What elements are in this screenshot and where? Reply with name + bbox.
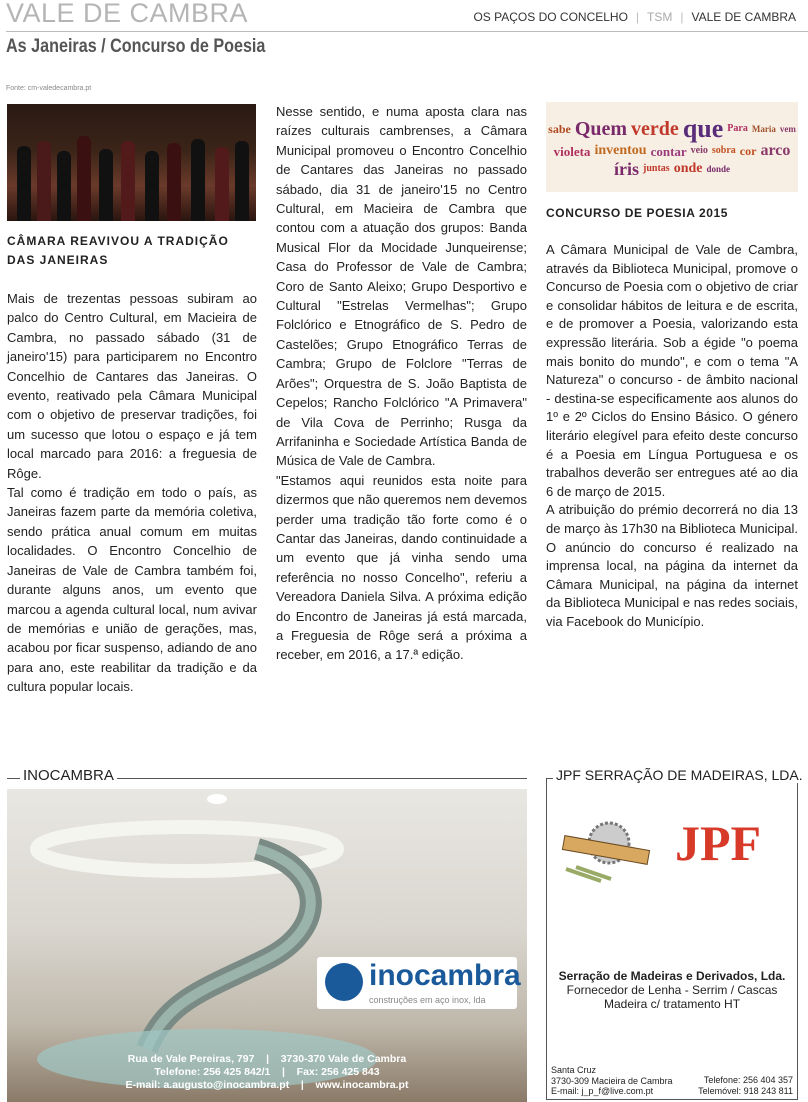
word-cloud-image: sabe Quem verde que Para Maria vem violeta inventou contar veio sobra cor arco íris juntas onde donde [546,102,798,192]
section-nav: OS PAÇOS DO CONCELHO | TSM | VALE DE CAMBRA [473,10,796,24]
inocambra-ad[interactable] [7,789,527,1102]
article1-p3: Nesse sentido, e numa aposta clara nas raízes culturais cambrenses, a Câmara Municipal promoveu o Encontro Concelhio de Cantares das Janeiras no passado sábado, dia 31 de janeiro'15 no Centro Cultural, em Macieira de Cambra que contou com a atuação dos grupos: Banda Musical Flor da Mocidade Junqueirense; Casa do Professor de Vale de Cambra; Coro de Santo Aleixo; Grupo Desportivo e Cultural "Estrelas Vermelhas"; Grupo Folclórico e Etnográfico de S. Pedro de Castelões; Grupo Etnográfico Terras de Cambra; Grupo de Folclore "Terras de Arões"; Orquestra de S. João Baptista de Cepelos; Rancho Folclórico "A Primavera" de Vila Cova de Perrinho; Rusga da Arrifaninha e Sociedade Artística Banda de Música de Vale de Cambra. [276,104,527,469]
inocambra-ad-title: INOCAMBRA [20,767,117,784]
janeiras-photo [7,104,256,221]
page-title: As Janeiras / Concurso de Poesia [6,36,266,57]
article2-heading: CONCURSO DE POESIA 2015 [546,206,729,220]
inocambra-contact: Rua de Vale Pereiras, 797 | 3730-370 Vale de Cambra Telefone: 256 425 842/1 | Fax: 256 425 843 E-mail: a.augusto@inocambra.pt | www.inocambra.pt [125,1053,409,1091]
nav-vale[interactable]: VALE DE CAMBRA [691,10,796,24]
article1-p1: Mais de trezentas pessoas subiram ao palco do Centro Cultural, em Macieira de Cambra, no passado sábado (31 de janeiro'15) para participarem no Encontro Concelhio de Cantares das Janeiras. O evento, reativado pela Câmara Municipal com o objetivo de preservar tradições, foi um sucesso que lotou o espaço e já tem local marcado para 2016: a freguesia de Rôge. [7,291,257,481]
jpf-logo: JPF [675,815,762,871]
jpf-mobile: Telemóvel: 918 243 811 [698,1085,793,1096]
jpf-email[interactable]: E-mail: j_p_f@live.com.pt [551,1086,654,1096]
jpf-addr2: 3730-309 Macieira de Cambra [551,1075,673,1086]
jpf-phone: Telefone: 256 404 357 [703,1075,793,1085]
jpf-tagline2: Fornecedor de Lenha - Serrim / Cascas [566,983,778,997]
article1-p2: Tal como é tradição em todo o país, as Janeiras fazem parte da memória coletiva, sendo prática anual comum em muitas localidades. O Encontro Concelhio de Janeiras de Vale de Cambra também foi, durante alguns anos, um evento que marcou a agenda cultural local, num avivar de memórias e união de gerações, mas, acabou por ficar suspenso, adiando de ano para ano, este reabilitar da tradição e da cultura popular locais. [7,485,257,695]
source-credit: Fonte: cm-valedecambra.pt [6,85,92,92]
jpf-tagline-bold: Serração de Madeiras e Derivados, Lda. [558,969,786,983]
article1-col1 [7,232,257,697]
saw-icon [561,819,651,884]
nav-tsm[interactable]: TSM [647,10,673,24]
section-title: VALE DE CAMBRA [6,0,249,28]
nav-pacos[interactable]: OS PAÇOS DO CONCELHO [473,10,628,24]
article2-p1: A Câmara Municipal de Vale de Cambra, através da Biblioteca Municipal, promove o Concurso de Poesia com o objetivo de criar e consolidar hábitos de leitura e de escrita, e de promover a Poesia, valorizando esta expressão literária. Sob a égide "o poema mais bonito do mundo", e com o tema "A Natureza" o concurso - de âmbito nacional - destina-se especificamente aos alunos do 1º e 2º Ciclos do Ensino Básico. O género literário elegível para efeito deste concurso é a Poesia em Língua Portuguesa e os trabalhos deverão ser entregues até ao dia 6 de março de 2015. [546,242,798,499]
jpf-tagline3: Madeira c/ tratamento HT [603,997,741,1011]
jpf-ad-title: JPF SERRAÇÃO DE MADEIRAS, LDA. [553,767,806,783]
header-rule [6,31,808,32]
jpf-addr1: Santa Cruz [551,1065,597,1075]
article2-col [546,204,798,631]
jpf-ad[interactable] [546,778,798,1100]
inocambra-logo-icon [325,963,363,1001]
article1-col2 [276,102,527,665]
article1-p4: "Estamos aqui reunidos esta noite para dizermos que não queremos nem devemos perder uma tradição tão forte como é o Cantar das Janeiras, dando continuidade a um evento que já vinha sendo uma referência no nosso Concelho", referiu a Vereadora Daniela Silva. A próxima edição do Encontro de Janeiras já está marcada, a Freguesia de Rôge será a próxima a receber, em 2016, a 17.ª edição. [276,472,527,663]
article2-p2: A atribuição do prémio decorrerá no dia 13 de março às 17h30 na Biblioteca Municipal. O anúncio do concurso é realizado na imprensa local, na página da internet da Câmara Municipal, na página da internet da Biblioteca Municipal e nas redes sociais, via Facebook do Município. [546,502,798,629]
inocambra-logo: inocambra construções em aço inox, lda [317,957,517,1009]
article1-heading: CÂMARA REAVIVOU A TRADIÇÃO DAS JANEIRAS [7,234,229,267]
